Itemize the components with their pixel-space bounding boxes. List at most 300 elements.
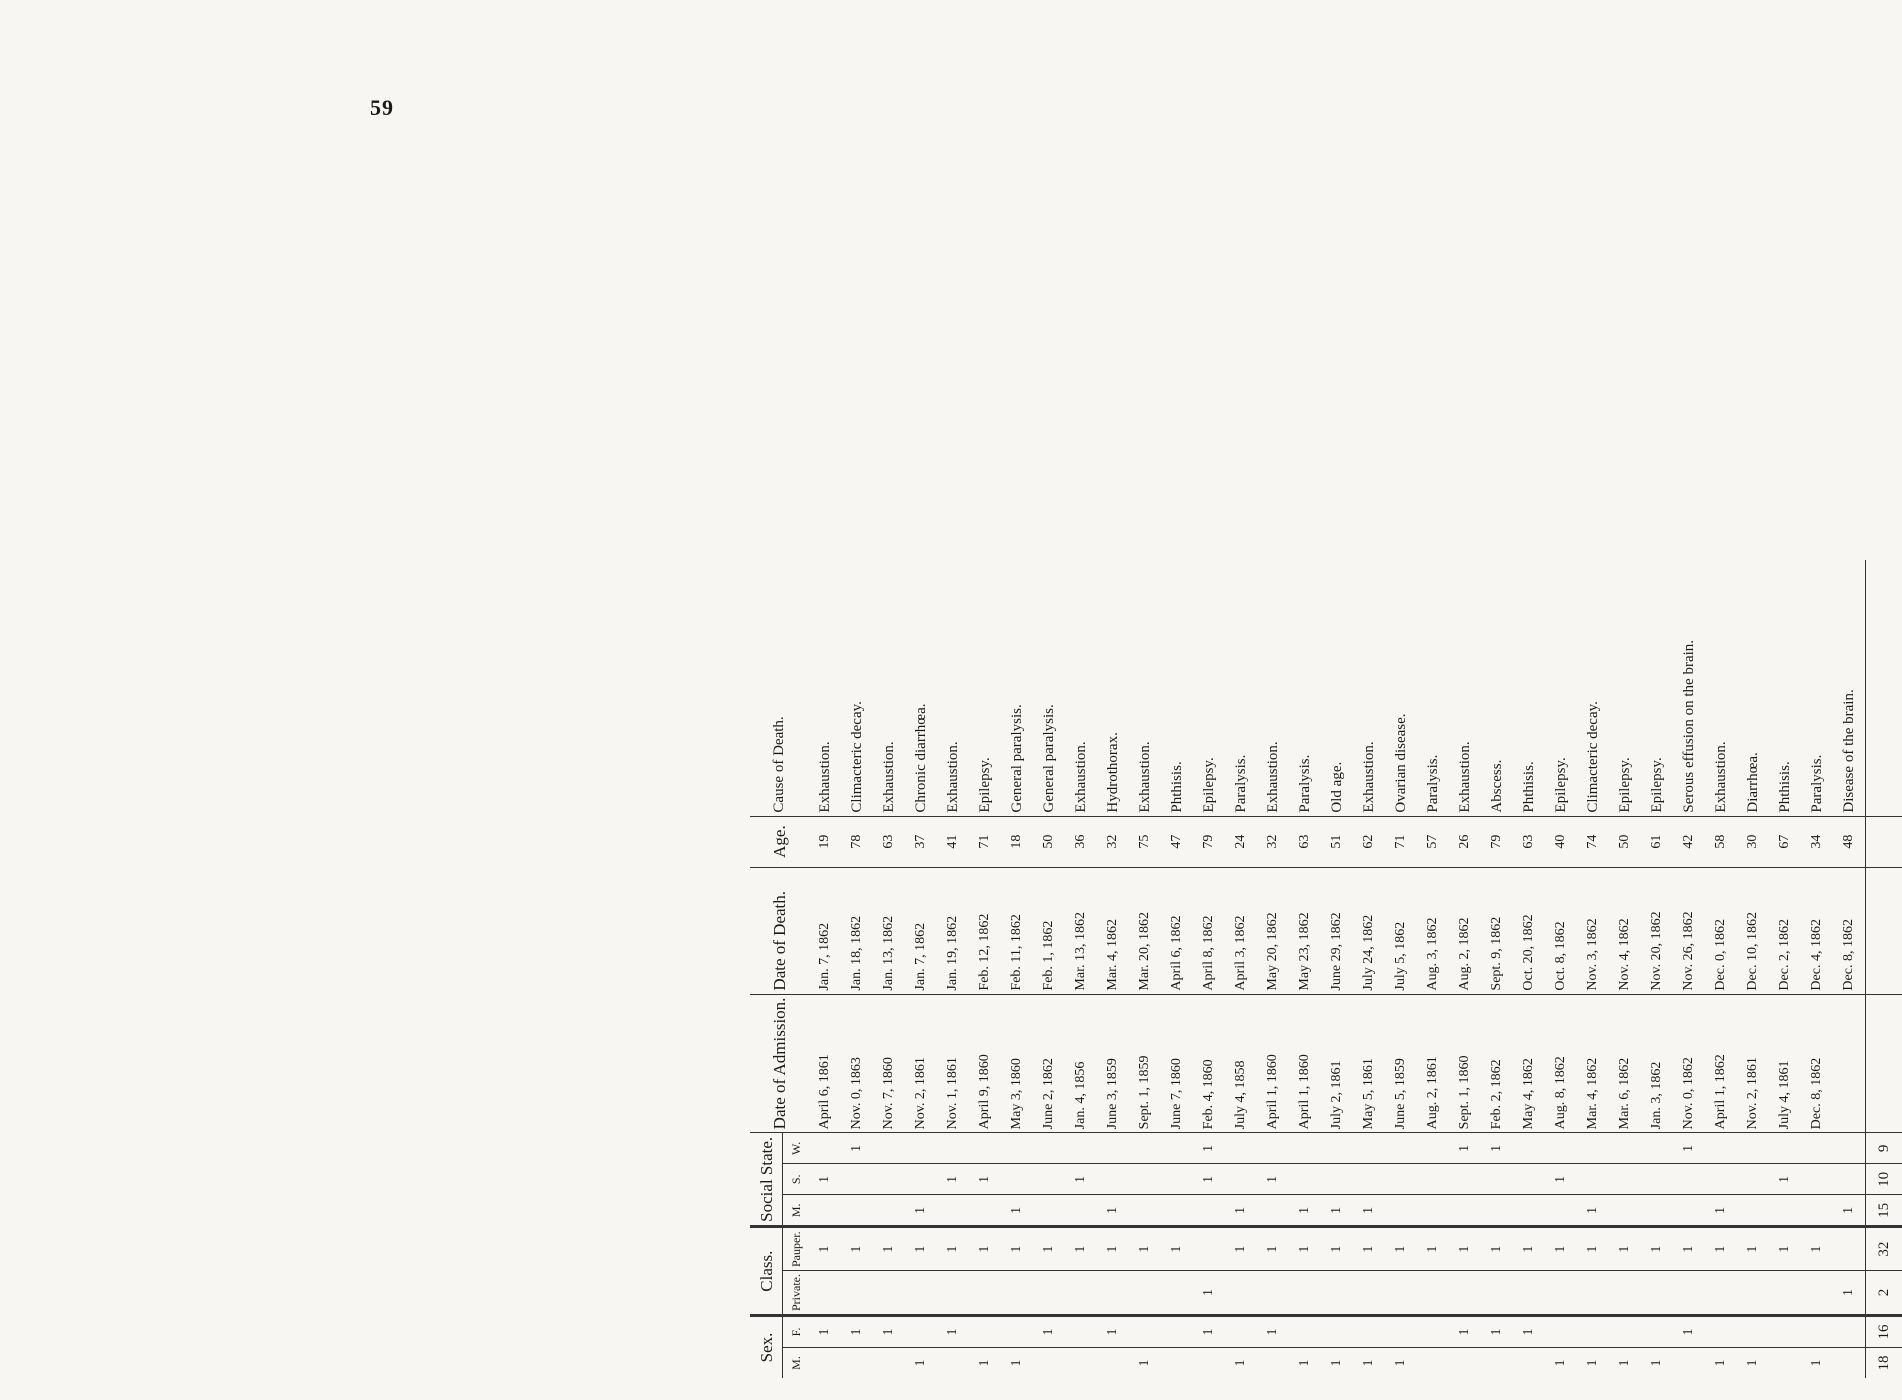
- sex-m-header: M.: [789, 1356, 803, 1370]
- cause-cell: Exhaustion.: [1705, 560, 1737, 817]
- table-row: [1257, 560, 1289, 1378]
- age-cell: 71: [1385, 816, 1417, 867]
- private-cell: [1737, 1271, 1769, 1316]
- death-date-cell: July 24, 1862: [1353, 867, 1385, 994]
- table-row: [1545, 560, 1577, 1378]
- sex-m-cell: 1: [1233, 1359, 1248, 1367]
- social-s-cell: 1: [1257, 1164, 1289, 1195]
- admission-date-cell: April 6, 1861: [809, 994, 841, 1133]
- sex-f-cell: [1609, 1316, 1641, 1348]
- death-date-cell: Aug. 3, 1862: [1417, 867, 1449, 994]
- sex-m-cell: 1: [1713, 1359, 1728, 1367]
- total-social-w: 9: [1866, 1133, 1902, 1164]
- cause-cell: Ovarian disease.: [1385, 560, 1417, 817]
- total-social-m: 15: [1866, 1195, 1902, 1227]
- sex-f-cell: [1129, 1316, 1161, 1348]
- cause-cell: Disease of the brain.: [1833, 560, 1866, 817]
- age-cell: 74: [1577, 816, 1609, 867]
- death-date-cell: Mar. 13, 1862: [1065, 867, 1097, 994]
- cause-cell: Exhaustion.: [1353, 560, 1385, 817]
- pauper-cell: 1: [905, 1227, 937, 1271]
- pauper-cell: 1: [1001, 1227, 1033, 1271]
- table-row: [1289, 560, 1321, 1378]
- sex-f-cell: [1833, 1316, 1866, 1348]
- social-w-cell: [1225, 1133, 1257, 1164]
- cause-cell: Paralysis.: [1225, 560, 1257, 817]
- age-cell: 37: [905, 816, 937, 867]
- sex-m-cell: [1193, 1348, 1225, 1379]
- private-cell: [1097, 1271, 1129, 1316]
- table-row: [1129, 560, 1161, 1378]
- death-date-cell: May 20, 1862: [1257, 867, 1289, 994]
- social-w-cell: [1065, 1133, 1097, 1164]
- social-s-cell: [1673, 1164, 1705, 1195]
- private-cell: [1577, 1271, 1609, 1316]
- private-cell: [1161, 1271, 1193, 1316]
- social-m-cell: 1: [1705, 1195, 1737, 1227]
- social-s-cell: [873, 1164, 905, 1195]
- sex-m-cell: [1033, 1348, 1065, 1379]
- social-m-cell: [1737, 1195, 1769, 1227]
- sex-m-cell: [841, 1348, 873, 1379]
- admission-date-cell: April 9, 1860: [969, 994, 1001, 1133]
- cause-cell: Phthisis.: [1513, 560, 1545, 817]
- social-m-cell: [873, 1195, 905, 1227]
- private-cell: [1449, 1271, 1481, 1316]
- social-m-cell: 1: [1097, 1195, 1129, 1227]
- social-s-cell: [1641, 1164, 1673, 1195]
- pauper-cell: 1: [1801, 1227, 1833, 1271]
- social-s-cell: [1705, 1164, 1737, 1195]
- total-blank-admission: [1866, 994, 1902, 1133]
- age-cell: 51: [1321, 816, 1353, 867]
- private-cell: [1641, 1271, 1673, 1316]
- cause-cell: Epilepsy.: [1193, 560, 1225, 817]
- table-row: [1513, 560, 1545, 1378]
- private-cell: [1257, 1271, 1289, 1316]
- age-cell: 63: [1513, 816, 1545, 867]
- admission-date-cell: Feb. 2, 1862: [1481, 994, 1513, 1133]
- admission-date-cell: Mar. 6, 1862: [1609, 994, 1641, 1133]
- social-s-cell: [1513, 1164, 1545, 1195]
- table-row: [1161, 560, 1193, 1378]
- cause-cell: Epilepsy.: [1545, 560, 1577, 817]
- admission-date-cell: Nov. 2, 1861: [905, 994, 937, 1133]
- private-cell: [1385, 1271, 1417, 1316]
- cause-cell: Old age.: [1321, 560, 1353, 817]
- cause-cell: Phthisis.: [1161, 560, 1193, 817]
- table-row: [1001, 560, 1033, 1378]
- private-cell: [873, 1271, 905, 1316]
- table-row: [809, 560, 841, 1378]
- sex-m-cell: 1: [1649, 1359, 1664, 1367]
- sex-m-cell: 1: [1393, 1359, 1408, 1367]
- private-cell: [1705, 1271, 1737, 1316]
- age-cell: 19: [809, 816, 841, 867]
- cause-cell: Exhaustion.: [937, 560, 969, 817]
- social-m-cell: [1449, 1195, 1481, 1227]
- admission-date-cell: May 4, 1862: [1513, 994, 1545, 1133]
- table-row: [873, 560, 905, 1378]
- age-cell: 48: [1833, 816, 1866, 867]
- table-row: [1737, 560, 1769, 1378]
- age-cell: 67: [1769, 816, 1801, 867]
- social-w-cell: [1321, 1133, 1353, 1164]
- admission-date-cell: April 1, 1860: [1257, 994, 1289, 1133]
- sex-f-cell: [1737, 1316, 1769, 1348]
- social-s-cell: 1: [809, 1164, 841, 1195]
- cause-cell: Hydrothorax.: [1097, 560, 1129, 817]
- social-w-cell: [1353, 1133, 1385, 1164]
- date-of-admission-header: Date of Admission.: [750, 994, 809, 1133]
- cause-cell: Climacteric decay.: [841, 560, 873, 817]
- sex-f-cell: 1: [841, 1316, 873, 1348]
- sex-f-cell: [1801, 1316, 1833, 1348]
- sex-f-cell: [1001, 1316, 1033, 1348]
- sex-m-cell: [1833, 1348, 1866, 1379]
- social-s-cell: [1321, 1164, 1353, 1195]
- admission-date-cell: Nov. 2, 1861: [1737, 994, 1769, 1133]
- death-date-cell: Jan. 7, 1862: [809, 867, 841, 994]
- age-cell: 63: [1289, 816, 1321, 867]
- social-w-cell: [1033, 1133, 1065, 1164]
- admission-date-cell: Mar. 4, 1862: [1577, 994, 1609, 1133]
- admission-date-cell: July 4, 1858: [1225, 994, 1257, 1133]
- age-cell: 36: [1065, 816, 1097, 867]
- private-cell: [1033, 1271, 1065, 1316]
- social-s-cell: 1: [937, 1164, 969, 1195]
- private-cell: [1513, 1271, 1545, 1316]
- sex-f-cell: 1: [1673, 1316, 1705, 1348]
- social-w-cell: [1577, 1133, 1609, 1164]
- total-pauper: 32: [1866, 1227, 1902, 1271]
- table-frame: [30, 0, 1892, 1400]
- pauper-cell: 1: [1577, 1227, 1609, 1271]
- social-m-cell: 1: [1833, 1195, 1866, 1227]
- social-w-cell: [1641, 1133, 1673, 1164]
- death-date-cell: June 29, 1862: [1321, 867, 1353, 994]
- social-w-cell: 1: [841, 1133, 873, 1164]
- admission-date-cell: June 7, 1860: [1161, 994, 1193, 1133]
- pauper-cell: 1: [1289, 1227, 1321, 1271]
- social-m-cell: 1: [1289, 1195, 1321, 1227]
- death-date-cell: Mar. 4, 1862: [1097, 867, 1129, 994]
- social-s-cell: [1737, 1164, 1769, 1195]
- social-s-cell: [1097, 1164, 1129, 1195]
- pauper-cell: 1: [937, 1227, 969, 1271]
- pauper-cell: 1: [1609, 1227, 1641, 1271]
- cause-cell: Diarrhœa.: [1737, 560, 1769, 817]
- sex-f-cell: [1353, 1316, 1385, 1348]
- social-w-cell: [1609, 1133, 1641, 1164]
- age-cell: 61: [1641, 816, 1673, 867]
- death-date-cell: May 23, 1862: [1289, 867, 1321, 994]
- sex-m-cell: 1: [1297, 1359, 1312, 1367]
- rotated-table: [750, 0, 1892, 1378]
- death-date-cell: April 8, 1862: [1193, 867, 1225, 994]
- age-cell: 30: [1737, 816, 1769, 867]
- age-cell: 26: [1449, 816, 1481, 867]
- total-sex-m: 18: [1866, 1348, 1902, 1379]
- table-row: [1353, 560, 1385, 1378]
- social-s-cell: [1801, 1164, 1833, 1195]
- social-w-cell: [1001, 1133, 1033, 1164]
- age-cell: 79: [1481, 816, 1513, 867]
- death-date-cell: July 5, 1862: [1385, 867, 1417, 994]
- sex-m-cell: [1769, 1348, 1801, 1379]
- private-cell: [905, 1271, 937, 1316]
- social-m-cell: [1641, 1195, 1673, 1227]
- social-m-cell: [1193, 1195, 1225, 1227]
- sex-m-cell: 1: [1009, 1359, 1024, 1367]
- cause-cell: Exhaustion.: [1449, 560, 1481, 817]
- private-cell: [1129, 1271, 1161, 1316]
- sex-f-cell: [1065, 1316, 1097, 1348]
- admission-date-cell: Nov. 0, 1862: [1673, 994, 1705, 1133]
- social-w-cell: [1161, 1133, 1193, 1164]
- social-w-header: W.: [783, 1133, 810, 1164]
- social-m-cell: [809, 1195, 841, 1227]
- total-private: 2: [1866, 1271, 1902, 1316]
- sex-m-cell: 1: [1745, 1359, 1760, 1367]
- sex-m-cell: [1449, 1348, 1481, 1379]
- admission-date-cell: Feb. 4, 1860: [1193, 994, 1225, 1133]
- social-w-cell: [1289, 1133, 1321, 1164]
- death-date-cell: Mar. 20, 1862: [1129, 867, 1161, 994]
- social-s-cell: [905, 1164, 937, 1195]
- sex-f-cell: [905, 1316, 937, 1348]
- social-w-cell: 1: [1193, 1133, 1225, 1164]
- sex-m-cell: [1481, 1348, 1513, 1379]
- table-row: [1641, 560, 1673, 1378]
- death-date-cell: Nov. 3, 1862: [1577, 867, 1609, 994]
- social-s-cell: [1417, 1164, 1449, 1195]
- sex-f-cell: 1: [809, 1316, 841, 1348]
- table-row: [841, 560, 873, 1378]
- table-row: [905, 560, 937, 1378]
- social-m-cell: [1065, 1195, 1097, 1227]
- table-row: [1833, 560, 1866, 1378]
- social-s-cell: [1481, 1164, 1513, 1195]
- private-cell: [1321, 1271, 1353, 1316]
- death-date-cell: Dec. 4, 1862: [1801, 867, 1833, 994]
- death-date-cell: Feb. 12, 1862: [969, 867, 1001, 994]
- sex-m-cell: [937, 1348, 969, 1379]
- sex-f-cell: [1545, 1316, 1577, 1348]
- sex-m-cell: 1: [913, 1359, 928, 1367]
- age-cell: 42: [1673, 816, 1705, 867]
- total-blank-age: [1866, 816, 1902, 867]
- admission-date-cell: Dec. 8, 1862: [1801, 994, 1833, 1133]
- private-cell: [1353, 1271, 1385, 1316]
- pauper-cell: [1833, 1227, 1866, 1271]
- social-s-header: S.: [783, 1164, 810, 1195]
- social-s-cell: [1225, 1164, 1257, 1195]
- total-blank-death: [1866, 867, 1902, 994]
- pauper-cell: 1: [1641, 1227, 1673, 1271]
- sex-f-cell: 1: [1257, 1316, 1289, 1348]
- admission-date-cell: Nov. 7, 1860: [873, 994, 905, 1133]
- death-date-cell: Dec. 10, 1862: [1737, 867, 1769, 994]
- death-date-cell: Feb. 1, 1862: [1033, 867, 1065, 994]
- private-header: Private.: [783, 1271, 810, 1316]
- private-cell: [1225, 1271, 1257, 1316]
- sex-m-cell: 1: [1361, 1359, 1376, 1367]
- private-cell: [1065, 1271, 1097, 1316]
- sex-m-cell: 1: [1617, 1359, 1632, 1367]
- admission-date-cell: June 3, 1859: [1097, 994, 1129, 1133]
- pauper-cell: 1: [809, 1227, 841, 1271]
- cause-cell: General paralysis.: [1033, 560, 1065, 817]
- private-cell: [1609, 1271, 1641, 1316]
- age-cell: 50: [1033, 816, 1065, 867]
- sex-m-cell: [1417, 1348, 1449, 1379]
- age-cell: 57: [1417, 816, 1449, 867]
- social-s-cell: [1609, 1164, 1641, 1195]
- social-w-cell: [969, 1133, 1001, 1164]
- admission-date-cell: Aug. 8, 1862: [1545, 994, 1577, 1133]
- age-cell: 63: [873, 816, 905, 867]
- age-cell: 41: [937, 816, 969, 867]
- social-m-cell: [1609, 1195, 1641, 1227]
- age-cell: 32: [1097, 816, 1129, 867]
- social-m-cell: [1385, 1195, 1417, 1227]
- cause-cell: Exhaustion.: [1257, 560, 1289, 817]
- sex-f-cell: 1: [937, 1316, 969, 1348]
- social-s-cell: [1033, 1164, 1065, 1195]
- pauper-cell: 1: [1737, 1227, 1769, 1271]
- cause-cell: Exhaustion.: [809, 560, 841, 817]
- admission-date-cell: Nov. 1, 1861: [937, 994, 969, 1133]
- age-cell: 78: [841, 816, 873, 867]
- social-w-cell: [905, 1133, 937, 1164]
- social-m-cell: 1: [1225, 1195, 1257, 1227]
- social-state-header: Social State.: [750, 1133, 783, 1227]
- sex-f-cell: [1225, 1316, 1257, 1348]
- admission-date-cell: June 2, 1862: [1033, 994, 1065, 1133]
- sex-f-cell: 1: [1481, 1316, 1513, 1348]
- social-w-cell: [1385, 1133, 1417, 1164]
- social-s-cell: [1161, 1164, 1193, 1195]
- social-m-cell: 1: [1353, 1195, 1385, 1227]
- sex-f-cell: [1577, 1316, 1609, 1348]
- pauper-cell: 1: [1033, 1227, 1065, 1271]
- age-header: Age.: [750, 816, 809, 867]
- total-social-s: 10: [1866, 1164, 1902, 1195]
- social-m-cell: 1: [1321, 1195, 1353, 1227]
- pauper-cell: 1: [1769, 1227, 1801, 1271]
- social-s-cell: [841, 1164, 873, 1195]
- death-date-cell: April 3, 1862: [1225, 867, 1257, 994]
- cause-cell: Abscess.: [1481, 560, 1513, 817]
- table-row: [1385, 560, 1417, 1378]
- death-date-cell: Jan. 7, 1862: [905, 867, 937, 994]
- table-row: [1097, 560, 1129, 1378]
- private-cell: [1801, 1271, 1833, 1316]
- sex-m-cell: 1: [1585, 1359, 1600, 1367]
- pauper-cell: 1: [1161, 1227, 1193, 1271]
- table-row: [969, 560, 1001, 1378]
- register-rows: [809, 560, 1866, 1378]
- cause-cell: Exhaustion.: [1065, 560, 1097, 817]
- pauper-cell: [1193, 1227, 1225, 1271]
- social-m-cell: [1801, 1195, 1833, 1227]
- social-w-cell: [1545, 1133, 1577, 1164]
- social-w-cell: 1: [1673, 1133, 1705, 1164]
- death-date-cell: Jan. 19, 1862: [937, 867, 969, 994]
- social-m-cell: [1257, 1195, 1289, 1227]
- pauper-cell: 1: [1513, 1227, 1545, 1271]
- sex-m-cell: 1: [1809, 1359, 1824, 1367]
- private-cell: [1673, 1271, 1705, 1316]
- private-cell: [1481, 1271, 1513, 1316]
- social-s-cell: [1001, 1164, 1033, 1195]
- admission-date-cell: Sept. 1, 1860: [1449, 994, 1481, 1133]
- death-date-cell: Nov. 4, 1862: [1609, 867, 1641, 994]
- social-m-cell: 1: [1001, 1195, 1033, 1227]
- pauper-cell: 1: [1449, 1227, 1481, 1271]
- cause-cell: Exhaustion.: [1129, 560, 1161, 817]
- total-blank-cause: [1866, 560, 1902, 817]
- social-w-cell: [1097, 1133, 1129, 1164]
- sex-m-cell: [1161, 1348, 1193, 1379]
- pauper-cell: 1: [1321, 1227, 1353, 1271]
- admission-date-cell: [1833, 994, 1866, 1133]
- social-s-cell: 1: [1193, 1164, 1225, 1195]
- pauper-cell: 1: [1225, 1227, 1257, 1271]
- age-cell: 32: [1257, 816, 1289, 867]
- admission-date-cell: Nov. 0, 1863: [841, 994, 873, 1133]
- table-row: [1769, 560, 1801, 1378]
- cause-cell: Exhaustion.: [873, 560, 905, 817]
- admission-date-cell: Jan. 3, 1862: [1641, 994, 1673, 1133]
- death-register-table: [750, 560, 1902, 1378]
- sex-f-cell: [1385, 1316, 1417, 1348]
- death-date-cell: Nov. 26, 1862: [1673, 867, 1705, 994]
- social-w-cell: [1257, 1133, 1289, 1164]
- social-s-cell: [1577, 1164, 1609, 1195]
- sex-m-cell: [1513, 1348, 1545, 1379]
- social-w-cell: [1769, 1133, 1801, 1164]
- table-row: [1417, 560, 1449, 1378]
- table-row: [1609, 560, 1641, 1378]
- death-date-cell: Nov. 20, 1862: [1641, 867, 1673, 994]
- social-w-cell: [1801, 1133, 1833, 1164]
- admission-date-cell: July 4, 1861: [1769, 994, 1801, 1133]
- private-cell: [1417, 1271, 1449, 1316]
- social-m-cell: [841, 1195, 873, 1227]
- social-w-cell: 1: [1481, 1133, 1513, 1164]
- pauper-cell: 1: [1257, 1227, 1289, 1271]
- age-cell: 47: [1161, 816, 1193, 867]
- table-row: [1577, 560, 1609, 1378]
- sex-m-cell: [1065, 1348, 1097, 1379]
- cause-cell: Paralysis.: [1417, 560, 1449, 817]
- private-cell: [937, 1271, 969, 1316]
- sex-f-header: F.: [783, 1316, 810, 1348]
- totals-row: [1866, 560, 1902, 1378]
- cause-cell: Serous effusion on the brain.: [1673, 560, 1705, 817]
- cause-cell: Epilepsy.: [1609, 560, 1641, 817]
- table-row: [1225, 560, 1257, 1378]
- pauper-cell: 1: [969, 1227, 1001, 1271]
- social-s-cell: [1129, 1164, 1161, 1195]
- table-row: [1033, 560, 1065, 1378]
- private-cell: [1289, 1271, 1321, 1316]
- cause-cell: Chronic diarrhœa.: [905, 560, 937, 817]
- sex-f-cell: [1321, 1316, 1353, 1348]
- death-date-cell: Feb. 11, 1862: [1001, 867, 1033, 994]
